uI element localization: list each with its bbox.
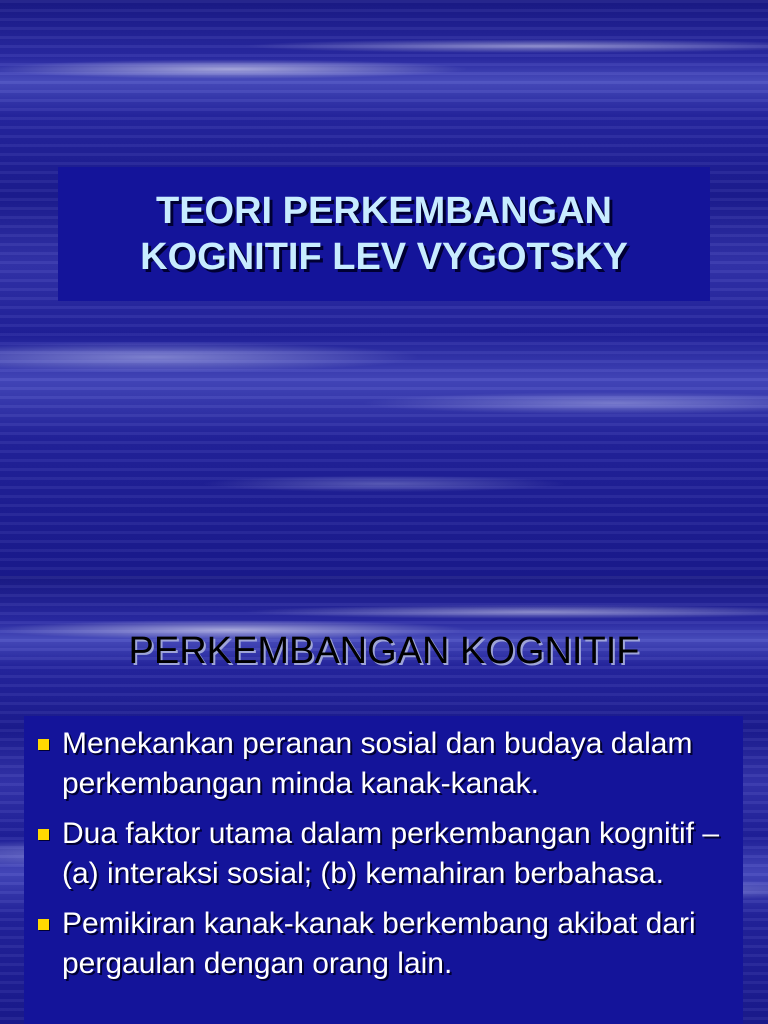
- bullet-list: [24, 716, 743, 984]
- bullet-text: Pemikiran kanak-kanak berkembang akibat dari pergaulan dengan orang lain.: [62, 907, 696, 980]
- square-bullet-icon: [38, 919, 49, 930]
- bullet-text: Dua faktor utama dalam perkembangan kognitif – (a) interaksi sosial; (b) kemahiran berbahasa.: [62, 817, 720, 890]
- slide-2: [0, 576, 768, 1024]
- section-heading: PERKEMBANGAN KOGNITIF: [128, 630, 640, 672]
- list-item: [24, 814, 743, 894]
- list-item: [24, 904, 743, 984]
- slide-title: [58, 188, 710, 280]
- list-item: [24, 724, 743, 804]
- square-bullet-icon: [38, 739, 49, 750]
- title-line-2: KOGNITIF LEV VYGOTSKY: [140, 236, 628, 278]
- title-line-1: TEORI PERKEMBANGAN: [155, 190, 613, 232]
- title-box: [58, 167, 710, 301]
- bullet-text: Menekankan peranan sosial dan budaya dalam perkembangan minda kanak-kanak.: [62, 727, 693, 800]
- bullet-box: [24, 716, 743, 1024]
- square-bullet-icon: [38, 829, 49, 840]
